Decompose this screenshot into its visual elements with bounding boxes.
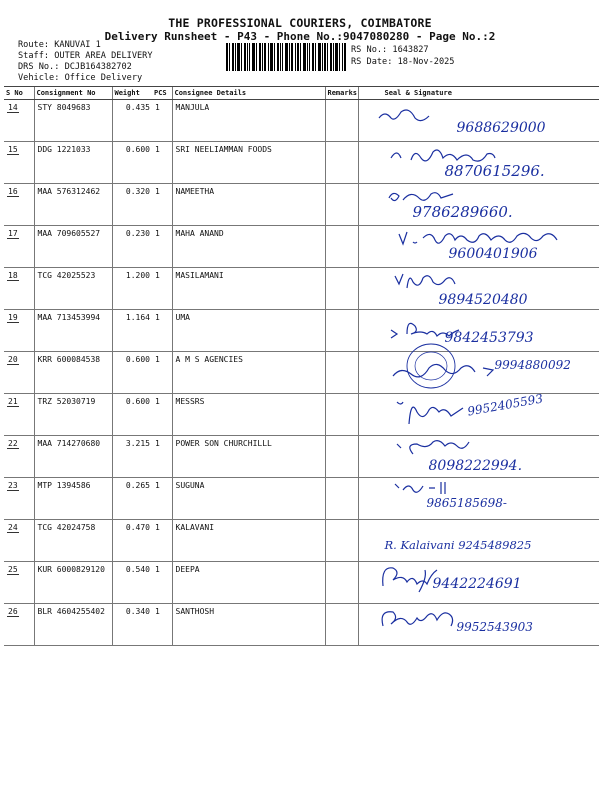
row-weight: 0.540 [112, 562, 152, 604]
rs-number: RS No.: 1643827 [351, 45, 429, 55]
row-weight: 0.265 [112, 478, 152, 520]
row-consignee: SUGUNA [172, 478, 325, 520]
row-remarks [325, 604, 358, 646]
handwritten-note: 9786289660. [412, 203, 513, 221]
table-row [4, 604, 599, 646]
table-row [4, 562, 599, 604]
row-signature [358, 142, 599, 184]
drs-label: DRS No.: DCJB164382702 [18, 62, 132, 72]
table-row [4, 226, 599, 268]
row-consignee: MAHA ANAND [172, 226, 325, 268]
signature-mark [377, 104, 437, 126]
row-signature [358, 100, 599, 142]
row-remarks [325, 520, 358, 562]
row-remarks [325, 226, 358, 268]
row-remarks [325, 394, 358, 436]
row-pcs: 1 [152, 352, 172, 394]
row-consignment: TRZ 52030719 [34, 394, 112, 436]
row-signature [358, 352, 599, 394]
row-consignee: NAMEETHA [172, 184, 325, 226]
row-weight: 3.215 [112, 436, 152, 478]
row-consignee: MASILAMANI [172, 268, 325, 310]
row-remarks [325, 268, 358, 310]
table-row [4, 352, 599, 394]
row-consignee: MESSRS [172, 394, 325, 436]
row-consignment: DDG 1221033 [34, 142, 112, 184]
signature-mark [379, 604, 469, 636]
row-pcs: 1 [152, 562, 172, 604]
row-pcs: 1 [152, 184, 172, 226]
row-signature [358, 436, 599, 478]
row-sno: 26 [8, 607, 18, 616]
handwritten-note: 9688629000 [456, 120, 546, 136]
handwritten-note: 9842453793 [444, 330, 534, 346]
staff-label: Staff: OUTER AREA DELIVERY [18, 51, 153, 61]
handwritten-note: 9442224691 [432, 576, 522, 592]
row-signature [358, 562, 599, 604]
col-header-remarks: Remarks [325, 87, 358, 100]
col-header-consignment: Consignment No [34, 87, 112, 100]
row-sno: 14 [8, 103, 18, 112]
row-remarks [325, 142, 358, 184]
row-consignee: UMA [172, 310, 325, 352]
row-pcs: 1 [152, 268, 172, 310]
row-consignment: BLR 4604255402 [34, 604, 112, 646]
row-consignee: POWER SON CHURCHILLL [172, 436, 325, 478]
row-consignee: MANJULA [172, 100, 325, 142]
runsheet-subtitle: Delivery Runsheet - P43 - Phone No.:9047080280 - Page No.:2 [104, 30, 496, 43]
signature-mark [393, 270, 473, 292]
row-remarks [325, 100, 358, 142]
row-sno: 15 [8, 145, 18, 154]
col-header-pcs: PCS [152, 87, 172, 100]
row-pcs: 1 [152, 394, 172, 436]
row-sno: 17 [8, 229, 18, 238]
vehicle-label: Vehicle: Office Delivery [18, 73, 143, 83]
row-signature [358, 520, 599, 562]
row-consignment: KRR 600084538 [34, 352, 112, 394]
row-signature [358, 604, 599, 646]
row-consignment: STY 8049683 [34, 100, 112, 142]
row-remarks [325, 352, 358, 394]
row-remarks [325, 436, 358, 478]
row-consignment: KUR 6000829120 [34, 562, 112, 604]
row-consignment: MAA 714270680 [34, 436, 112, 478]
table-row [4, 478, 599, 520]
row-weight: 0.600 [112, 352, 152, 394]
table-header-row [4, 87, 599, 100]
table-row [4, 520, 599, 562]
row-pcs: 1 [152, 310, 172, 352]
barcode-image [226, 43, 346, 71]
handwritten-note: 8098222994. [428, 458, 523, 474]
handwritten-note: 9952543903 [456, 620, 533, 634]
row-sno: 22 [8, 439, 18, 448]
handwritten-note: R. Kalaivani 9245489825 [384, 538, 532, 552]
row-consignment: MTP 1394586 [34, 478, 112, 520]
row-sno: 21 [8, 397, 18, 406]
signature-mark [395, 396, 475, 428]
row-consignee: SRI NEELIAMMAN FOODS [172, 142, 325, 184]
table-row [4, 184, 599, 226]
row-weight: 0.340 [112, 604, 152, 646]
table-row [4, 142, 599, 184]
row-weight: 0.230 [112, 226, 152, 268]
row-sno: 16 [8, 187, 18, 196]
row-consignee: KALAVANI [172, 520, 325, 562]
row-signature [358, 184, 599, 226]
handwritten-note: 9952405593 [465, 391, 544, 419]
row-consignment: TCG 42024758 [34, 520, 112, 562]
row-sno: 25 [8, 565, 18, 574]
col-header-signature: Seal & Signature [358, 87, 599, 100]
row-remarks [325, 478, 358, 520]
row-consignment: TCG 42025523 [34, 268, 112, 310]
handwritten-note: 9600401906 [448, 246, 538, 262]
table-row [4, 394, 599, 436]
rs-date: RS Date: 18-Nov-2025 [351, 57, 455, 67]
row-pcs: 1 [152, 226, 172, 268]
row-sno: 18 [8, 271, 18, 280]
row-consignment: MAA 576312462 [34, 184, 112, 226]
row-weight: 1.200 [112, 268, 152, 310]
row-consignee: SANTHOSH [172, 604, 325, 646]
row-pcs: 1 [152, 436, 172, 478]
handwritten-note: 8870615296. [444, 162, 545, 180]
row-pcs: 1 [152, 100, 172, 142]
row-weight: 0.600 [112, 142, 152, 184]
row-pcs: 1 [152, 520, 172, 562]
col-header-weight: Weight [112, 87, 152, 100]
row-remarks [325, 310, 358, 352]
row-weight: 0.600 [112, 394, 152, 436]
handwritten-note: 9894520480 [438, 292, 528, 308]
row-consignment: MAA 709605527 [34, 226, 112, 268]
row-consignee: A M S AGENCIES [172, 352, 325, 394]
row-remarks [325, 184, 358, 226]
row-signature [358, 226, 599, 268]
row-signature [358, 268, 599, 310]
row-consignment: MAA 713453994 [34, 310, 112, 352]
row-weight: 0.320 [112, 184, 152, 226]
col-header-consignee: Consignee Details [172, 87, 325, 100]
row-weight: 0.435 [112, 100, 152, 142]
handwritten-note: 9865185698- [426, 496, 507, 510]
row-signature [358, 478, 599, 520]
row-sno: 24 [8, 523, 18, 532]
table-row [4, 436, 599, 478]
row-consignee: DEEPA [172, 562, 325, 604]
route-label: Route: KANUVAI 1 [18, 40, 101, 50]
table-row [4, 100, 599, 142]
company-title: THE PROFESSIONAL COURIERS, COIMBATORE [168, 16, 432, 30]
row-weight: 0.470 [112, 520, 152, 562]
row-remarks [325, 562, 358, 604]
row-sno: 23 [8, 481, 18, 490]
row-pcs: 1 [152, 604, 172, 646]
row-signature [358, 391, 599, 436]
row-pcs: 1 [152, 478, 172, 520]
row-sno: 19 [8, 313, 18, 322]
handwritten-note: 9994880092 [494, 358, 571, 372]
row-pcs: 1 [152, 142, 172, 184]
row-sno: 20 [8, 355, 18, 364]
table-row [4, 268, 599, 310]
row-weight: 1.164 [112, 310, 152, 352]
runsheet-table [4, 86, 599, 646]
col-header-sno: S No [4, 87, 34, 100]
